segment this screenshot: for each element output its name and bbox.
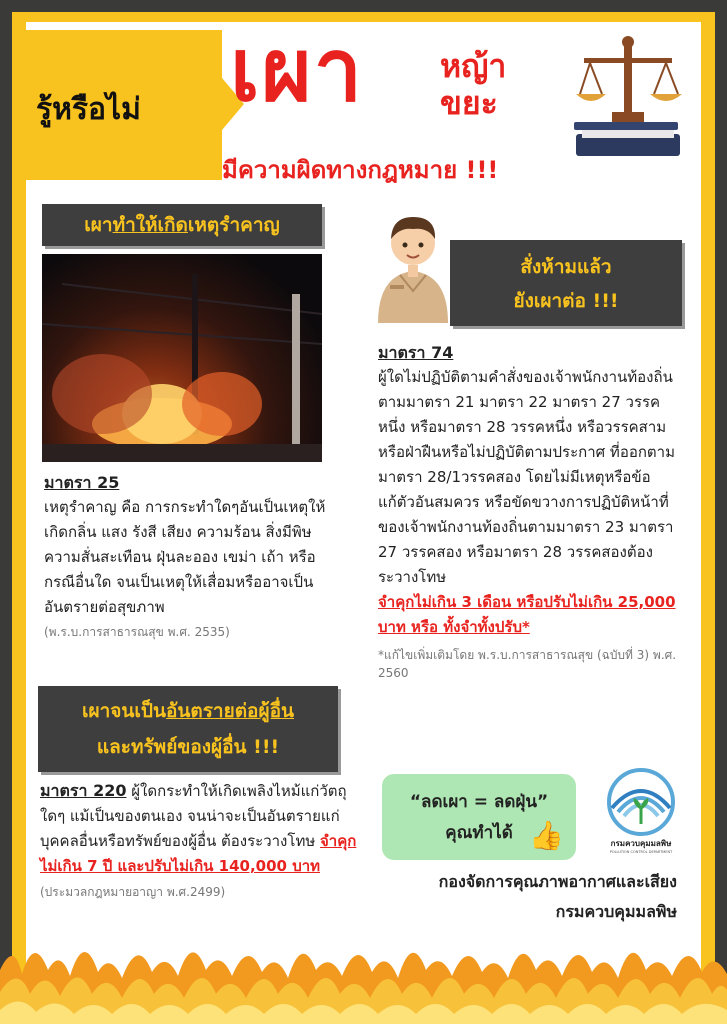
section1-label-pre: เผา (84, 214, 113, 236)
know-label: รู้หรือไม่ (36, 92, 141, 127)
section2-text (378, 340, 678, 682)
law-subtitle: มีความผิดทางกฎหมาย !!! (222, 156, 499, 184)
section1-text (44, 470, 334, 645)
section3-label-line1 (38, 693, 338, 729)
section3-label-underlined: อันตรายต่อผู้อื่น (165, 700, 294, 722)
section3-label-line2: และทรัพย์ของผู้อื่น !!! (96, 736, 280, 758)
section2-body: ผู้ใดไม่ปฏิบัติตามคำสั่งของเจ้าพนักงานท้องถิ่นตามมาตรา 21 มาตรา 22 มาตรา 27 วรรคหนึ่ง หรือมาตรา 28 วรรคหนึ่ง หรือวรรคสาม หรือฝ่าฝืนหรือไม่ปฏิบัติตามประกาศ ที่ออกตามมาตรา 28/1วรรคสอง โดยไม่มีเหตุหรือข้อแก้ตัวอันสมควร หรือขัดขวางการปฏิบัติหน้าที่ของเจ้าพนักงานท้องถิ่นตามมาตรา 23 มาตรา 27 วรรคสอง หรือมาตรา 28 วรรคสองต้องระวางโทษ (378, 368, 675, 586)
section3-label-pre: เผาจนเป็น (82, 700, 166, 722)
section3-body: ผู้ใดกระทำให้เกิดเพลิงไหม้แก่วัตถุใดๆ แม้เป็นของตนเอง จนน่าจะเป็นอันตรายแก่บุคคลอื่นหรือทรัพย์ของผู้อื่น ต้องระวางโทษ (40, 782, 347, 850)
section1-label-underlined: ทำให้เกิด (112, 214, 188, 236)
logo-name-th: กรมควบคุมมลพิษ (610, 839, 672, 848)
grass-word: หญ้า (440, 47, 507, 85)
section1-label-post: เหตุรำคาญ (187, 214, 280, 236)
logo-name-en: POLLUTION CONTROL DEPARTMENT (609, 850, 673, 854)
burn-title: เผา (230, 21, 365, 121)
section2-note: *แก้ไขเพิ่มเติมโดย พ.ร.บ.การสาธารณสุข (ฉบับที่ 3) พ.ศ. 2560 (378, 648, 677, 680)
section2-label-line2: ยังเผาต่อ !!! (513, 290, 619, 312)
section1-source: (พ.ร.บ.การสาธารณสุข พ.ศ. 2535) (44, 625, 230, 639)
section3-text (40, 778, 360, 905)
section2-label-line1: สั่งห้ามแล้ว (520, 256, 612, 278)
flames-decoration (0, 930, 727, 1024)
official-person-icon (370, 205, 456, 323)
garbage-word: ขยะ (440, 83, 498, 122)
section3-source: (ประมวลกฎหมายอาญา พ.ศ.2499) (40, 885, 226, 899)
grass-garbage-label (440, 48, 506, 122)
footer-department: กรมควบคุมมลพิษ (555, 902, 677, 921)
section2-penalty: จำคุกไม่เกิน 3 เดือน หรือปรับไม่เกิน 25,000 บาท หรือ ทั้งจำทั้งปรับ* (378, 593, 676, 636)
section1-article: มาตรา 25 (44, 473, 120, 492)
pcd-logo-icon (596, 766, 686, 854)
section1-body: เหตุรำคาญ คือ การกระทำใดๆอันเป็นเหตุให้เกิดกลิ่น แสง รังสี เสียง ความร้อน สิ่งมีพิษ ความสั่นสะเทือน ฝุ่นละออง เขม่า เถ้า หรือกรณีอื่นใด จนเป็นเหตุให้เสื่อมหรืออาจเป็นอันตรายต่อสุขภาพ (44, 498, 326, 616)
section3-article: มาตรา 220 (40, 781, 127, 800)
slogan-box (382, 774, 576, 860)
section1-label (42, 204, 322, 246)
fire-scene-image (42, 254, 322, 462)
section3-label (38, 686, 338, 772)
fire-photo (42, 254, 322, 462)
slogan-line1: “ลดเผา = ลดฝุ่น” (409, 792, 549, 812)
thumbs-up-icon: 👍 (529, 819, 564, 852)
section3-penalty: จำคุกไม่เกิน 7 ปี และปรับไม่เกิน 140,000 บาท (40, 832, 357, 875)
scales-of-justice-icon (568, 30, 688, 170)
footer-division: กองจัดการคุณภาพอากาศและเสียง (438, 872, 677, 891)
slogan-line2: คุณทำได้ (445, 823, 513, 843)
section2-article: มาตรา 74 (378, 343, 454, 362)
section2-label (450, 240, 682, 326)
